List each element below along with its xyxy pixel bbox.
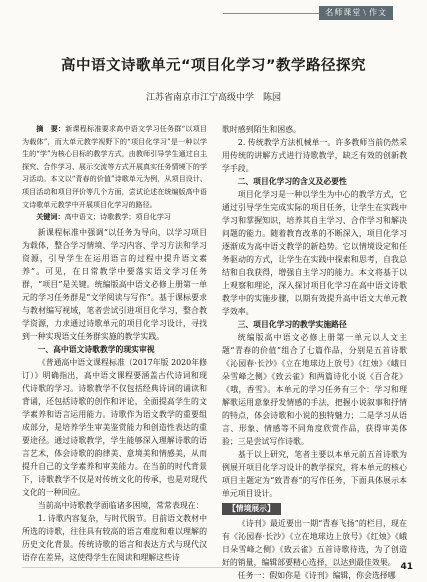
article-title: 高中语文诗歌单元“项目化学习”教学路径探究 bbox=[60, 58, 367, 74]
paragraph: 基于以上研究，笔者主要以本单元前五首诗歌为例展开项目化学习设计的教学探究，将本单元的核心项目主题定为“致青春”的写作任务，下面具体展示本单元项目设计。 bbox=[222, 450, 407, 498]
column-tag bbox=[319, 6, 393, 20]
paragraph-continued: 歌时感到陌生和困惑。 bbox=[222, 125, 301, 134]
paragraph: 统编版高中语文必修上册第一单元以人文主题“青春的价值”组合了七篇作品，分别是五首诗歌《沁园春·长沙》《立在地球边上放号》《红烛》《峨日朵雪峰之侧》《致云雀》和两篇诗化小说《百合花》《哦，香雪》。本单元的学习任务有三个：学习和理解歌运用意象抒发情感的手法，把握小说叙事和抒情的特点，体会诗歌和小说的独特魅力；二是学习从语言、形象、情感等不同角度欣赏作品，获得审美体验；三是尝试写作诗歌。 bbox=[222, 333, 407, 446]
paragraph: 《诗刊》最近要出一期“青春飞扬”的栏目，现在有《沁园春·长沙》《立在地球边上放号》《红烛》《峨日朵雪峰之侧》《致云雀》五首诗歌待选，为了创造好的销量，编辑部要精心选择，以达到最佳效果。 bbox=[222, 519, 407, 567]
column-tag-text: 名师课堂 bbox=[325, 8, 362, 17]
paragraph: 新课程标准中强调“以任务为导向，以学习项目为载体，整合学习情境、学习内容、学习方法和学习资源，引导学生在运用语言的过程中提升语文素养”。可见，在日常教学中要落实语文学习任务群，“项目”是关键。统编版高中语文必修上册第一单元的学习任务群是“文学阅读与写作”。基于课标要求与教材编写视域，笔者尝试引进项目化学习，整合教学资源，力求通过诗歌单元的项目化学习设计，寻找到一种实现语文任务群实施的教学实践。 bbox=[22, 227, 207, 341]
page-number: 41 bbox=[400, 562, 413, 572]
situation-label: 【情境展示】 bbox=[222, 503, 281, 515]
paragraph: 任务一：假如你是《诗刊》编辑，你会选择哪 bbox=[237, 571, 396, 580]
section-heading: 一、高中语文诗歌教学的现实审视 bbox=[37, 344, 155, 354]
paragraph: 当前高中诗歌教学面临诸多困境，常常表现在： bbox=[37, 500, 204, 510]
situation-box bbox=[222, 502, 407, 515]
paragraph: 项目化学习是一种以学生为中心的教学方式，它通过引导学生完成实际的项目任务，让学生在实践中学习和掌握知识，培养其自主学习、合作学习和解决问题的能力。随着教育改革的不断深入，项目化学习逐渐成为高中语文教学的新趋势。它以情境设定和任务驱动的方式，让学生在实践中探索和思考，自我总结和自我获得，增强自主学习的能力。本文将基于以上观察和理论，深入探讨项目化学习在高中语文诗歌教学中的实施步骤，以期有效提升高中语文大单元教学效率。 bbox=[222, 190, 407, 316]
column-tag-bar bbox=[223, 6, 393, 20]
keywords-label: 关键词： bbox=[36, 212, 65, 222]
left-column bbox=[22, 123, 207, 564]
tag-divider: \ bbox=[363, 8, 367, 17]
paragraph: 1. 诗歌内容复杂，与时代脱节。目前语文教材中所选的诗歌，往往具有较高的语言难度和难以理解的历史文化背景。传统诗歌的语言和表达方式与现代汉语存在差异，这使得学生在阅读和理解这些诗 bbox=[22, 513, 207, 562]
author-line: 江苏省南京市江宁高级中学 陈园 bbox=[145, 93, 281, 103]
keywords bbox=[22, 211, 207, 224]
right-column bbox=[222, 123, 407, 582]
abstract-label: 摘 要： bbox=[36, 124, 66, 133]
keywords-text: 高中语文；诗歌教学；项目化学习 bbox=[64, 212, 171, 222]
paragraph: 《普通高中语文课程标准（2017年版 2020年修订）》明确指出，高中语文课程要涵盖古代诗词和现代诗歌的学习。诗歌教学不仅包括经典诗词的诵读和背诵，还包括诗歌的创作和评论，全面提高学生的文学素养和语言运用能力。诗歌作为语文教学的重要组成部分，是培养学生审美鉴赏能力和创造性表达的重要途径。通过诗歌教学，学生能够深入理解诗歌的语言艺术，体会诗歌的韵律美、意境美和情感美，从而提升自己的文学素养和审美能力。在当前的时代背景下，诗歌教学不仅是对传统文化的传承，也是对现代文化的一种回应。 bbox=[22, 357, 207, 497]
paragraph: 2. 传统教学方法机械单一。许多教师当前仍然采用传统的讲解方式进行诗歌教学，缺乏有效的创新教学手段。 bbox=[222, 138, 407, 173]
footer-rule bbox=[22, 567, 387, 568]
column-tag-suffix: 作文 bbox=[369, 8, 387, 17]
abstract bbox=[22, 123, 207, 211]
section-heading: 三、项目化学习的教学实施路径 bbox=[237, 320, 347, 329]
section-heading: 二、项目化学习的含义及必要性 bbox=[237, 177, 347, 186]
abstract-text: 新课程标准要求高中语文学习任务群“以项目为载体”，而大单元教学视野下的“项目化学习”是一种以学生的“学”为核心目标的教学方式，由教师引导学生通过自主探究、合作学习、展示交流等方式开展真实任务情境下的学习活动。本文以“青春的价值”诗歌单元为例，从项目设计、项目活动和项目评价等几个方面，尝试论述在统编版高中语文诗歌单元教学中开展项目化学习的路径。 bbox=[22, 124, 207, 209]
